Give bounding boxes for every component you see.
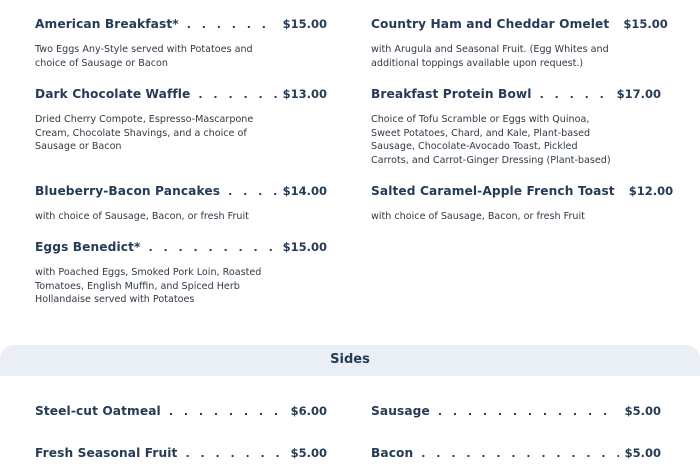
item-description: with Arugula and Seasonal Fruit. (Egg Whites and additional toppings available upon request.) — [371, 44, 609, 69]
dot-leader — [438, 405, 619, 418]
menu-item — [371, 184, 674, 224]
menu-item — [35, 404, 327, 418]
item-name: Bacon — [371, 446, 414, 460]
item-description: Dried Cherry Compote, Espresso-Mascarpone Cream, Chocolate Shavings, and a choice of Sausage or Bacon — [35, 114, 254, 153]
item-name: Country Ham and Cheddar Omelet — [371, 17, 610, 31]
menu-item — [35, 446, 327, 460]
sides-left-column — [35, 395, 327, 474]
menu-item — [371, 446, 661, 460]
section-title-sides: Sides — [330, 352, 370, 367]
item-name: American Breakfast* — [35, 17, 179, 31]
menu-item — [371, 17, 668, 70]
item-price: $14.00 — [282, 184, 327, 198]
item-price: $15.00 — [282, 17, 327, 31]
item-price: $5.00 — [290, 446, 327, 460]
item-price: $17.00 — [616, 87, 661, 101]
item-description: with choice of Sausage, Bacon, or fresh Fruit — [35, 211, 249, 222]
item-price: $5.00 — [624, 404, 661, 418]
breakfast-left-column — [35, 0, 327, 340]
item-name: Dark Chocolate Waffle — [35, 87, 191, 101]
item-name: Fresh Seasonal Fruit — [35, 446, 178, 460]
dot-leader — [185, 447, 284, 460]
dot-leader — [149, 241, 277, 254]
menu-item — [371, 87, 661, 167]
breakfast-right-column — [371, 0, 674, 340]
item-price: $15.00 — [623, 17, 668, 31]
item-price: $13.00 — [282, 87, 327, 101]
item-price: $6.00 — [290, 404, 327, 418]
dot-leader — [198, 88, 276, 101]
dot-leader — [228, 185, 277, 198]
item-name: Sausage — [371, 404, 430, 418]
item-price: $5.00 — [624, 446, 661, 460]
menu-item — [35, 240, 327, 307]
item-price: $12.00 — [628, 184, 674, 198]
item-name: Breakfast Protein Bowl — [371, 87, 532, 101]
item-description: with Poached Eggs, Smoked Pork Loin, Roasted Tomatoes, English Muffin, and Spiced Herb Hollandaise served with Potatoes — [35, 267, 262, 306]
menu-item — [35, 17, 327, 70]
dot-leader — [187, 18, 277, 31]
menu-item — [35, 87, 327, 154]
item-description: Choice of Tofu Scramble or Eggs with Quinoa, Sweet Potatoes, Chard, and Kale, Plant-based Sausage, Chocolate-Avocado Toast, Pickled Carrots, and Carrot-Ginger Dressing (Plant-based) — [371, 114, 611, 166]
dot-leader — [421, 447, 618, 460]
item-name: Blueberry-Bacon Pancakes — [35, 184, 221, 198]
dot-leader — [169, 405, 285, 418]
dot-leader — [540, 88, 611, 101]
item-price: $15.00 — [282, 240, 327, 254]
item-description: with choice of Sausage, Bacon, or fresh Fruit — [371, 211, 585, 222]
item-description: Two Eggs Any-Style served with Potatoes and choice of Sausage or Bacon — [35, 44, 253, 69]
menu-item — [35, 184, 327, 224]
item-name: Steel-cut Oatmeal — [35, 404, 161, 418]
item-name: Salted Caramel-Apple French Toast — [371, 184, 615, 198]
item-name: Eggs Benedict* — [35, 240, 141, 254]
menu-item — [371, 404, 661, 418]
sides-right-column — [371, 395, 661, 474]
